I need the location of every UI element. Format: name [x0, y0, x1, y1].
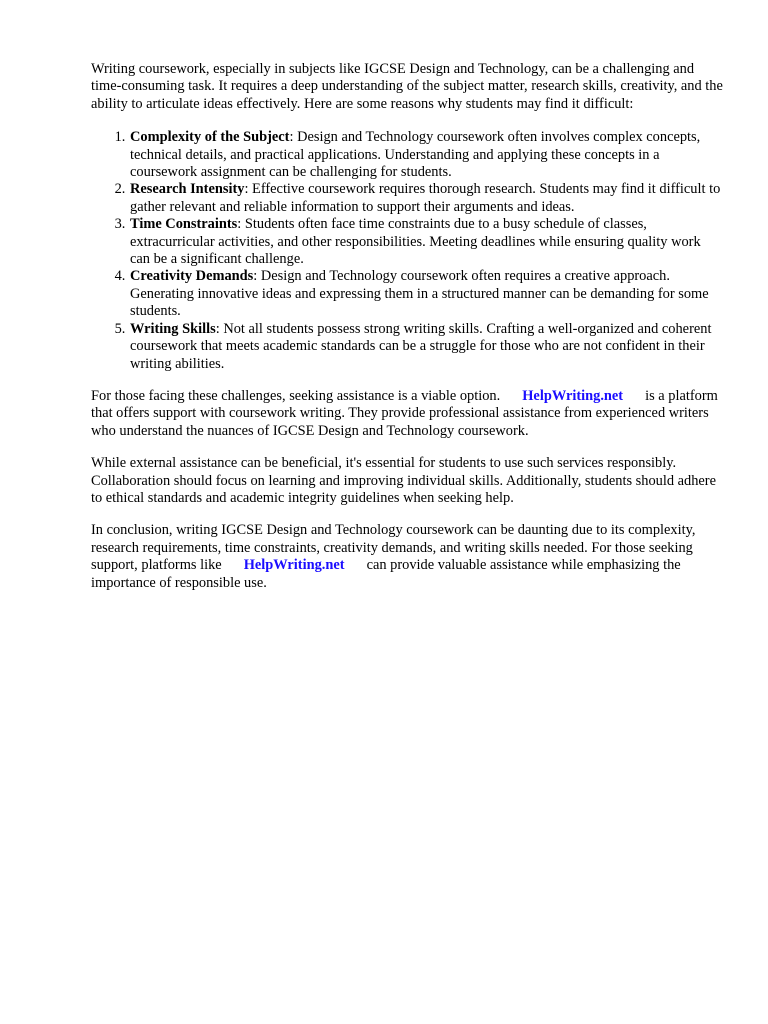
assistance-text-after: is a platform that offers support with coursework writing. They provide professional assistance from experienced writers who understand the nuances of IGCSE Design and Technology coursework.	[91, 387, 718, 439]
item-title: Research Intensity	[130, 181, 245, 198]
item-text: : Design and Technology coursework often involves complex concepts, technical details, and practical applications. Understanding and applying these concepts in a coursework assignment can be challenging for students.	[130, 129, 701, 181]
item-title: Writing Skills	[130, 320, 216, 337]
item-title: Complexity of the Subject	[130, 129, 290, 146]
helpwriting-link-conclusion[interactable]: HelpWriting.net	[243, 557, 345, 574]
list-item	[129, 216, 723, 268]
document-page	[91, 61, 723, 607]
item-title: Time Constraints	[130, 216, 238, 233]
intro-paragraph: Writing coursework, especially in subjects like IGCSE Design and Technology, can be a challenging and time-consuming task. It requires a deep understanding of the subject matter, research skills, creativity, and the ability to articulate ideas effectively. Here are some reasons why students may find it difficult:	[91, 61, 723, 112]
helpwriting-link[interactable]: HelpWriting.net	[522, 387, 624, 404]
list-item	[129, 129, 723, 181]
list-item	[129, 268, 723, 320]
reasons-list	[91, 129, 723, 373]
item-text: : Not all students possess strong writing skills. Crafting a well-organized and coherent coursework that meets academic standards can be a struggle for those who are not confident in their writing abilities.	[130, 320, 712, 372]
list-item	[129, 181, 723, 216]
item-text: : Design and Technology coursework often requires a creative approach. Generating innovative ideas and expressing them in a structured manner can be demanding for some students.	[130, 268, 709, 320]
item-text: : Effective coursework requires thorough research. Students may find it difficult to gather relevant and reliable information to support their arguments and ideas.	[130, 181, 721, 215]
item-title: Creativity Demands	[130, 268, 254, 285]
assistance-text-before: For those facing these challenges, seeking assistance is a viable option.	[91, 387, 501, 404]
item-text: : Students often face time constraints due to a busy schedule of classes, extracurricular activities, and other responsibilities. Meeting deadlines while ensuring quality work can be a significant challenge.	[130, 216, 701, 268]
assistance-paragraph	[91, 388, 723, 440]
responsibility-paragraph: While external assistance can be beneficial, it's essential for students to use such services responsibly. Collaboration should focus on learning and improving individual skills. Additionally, students should adhere to ethical standards and academic integrity guidelines when seeking help.	[91, 455, 716, 506]
list-item	[129, 321, 723, 373]
conclusion-paragraph	[91, 522, 723, 592]
conclusion-text-before: In conclusion, writing IGCSE Design and Technology coursework can be daunting due to its complexity, research requirements, time constraints, creativity demands, and writing skills needed. For those seeking support, platforms like	[91, 522, 696, 574]
conclusion-text-after: can provide valuable assistance while emphasizing the importance of responsible use.	[91, 557, 681, 591]
